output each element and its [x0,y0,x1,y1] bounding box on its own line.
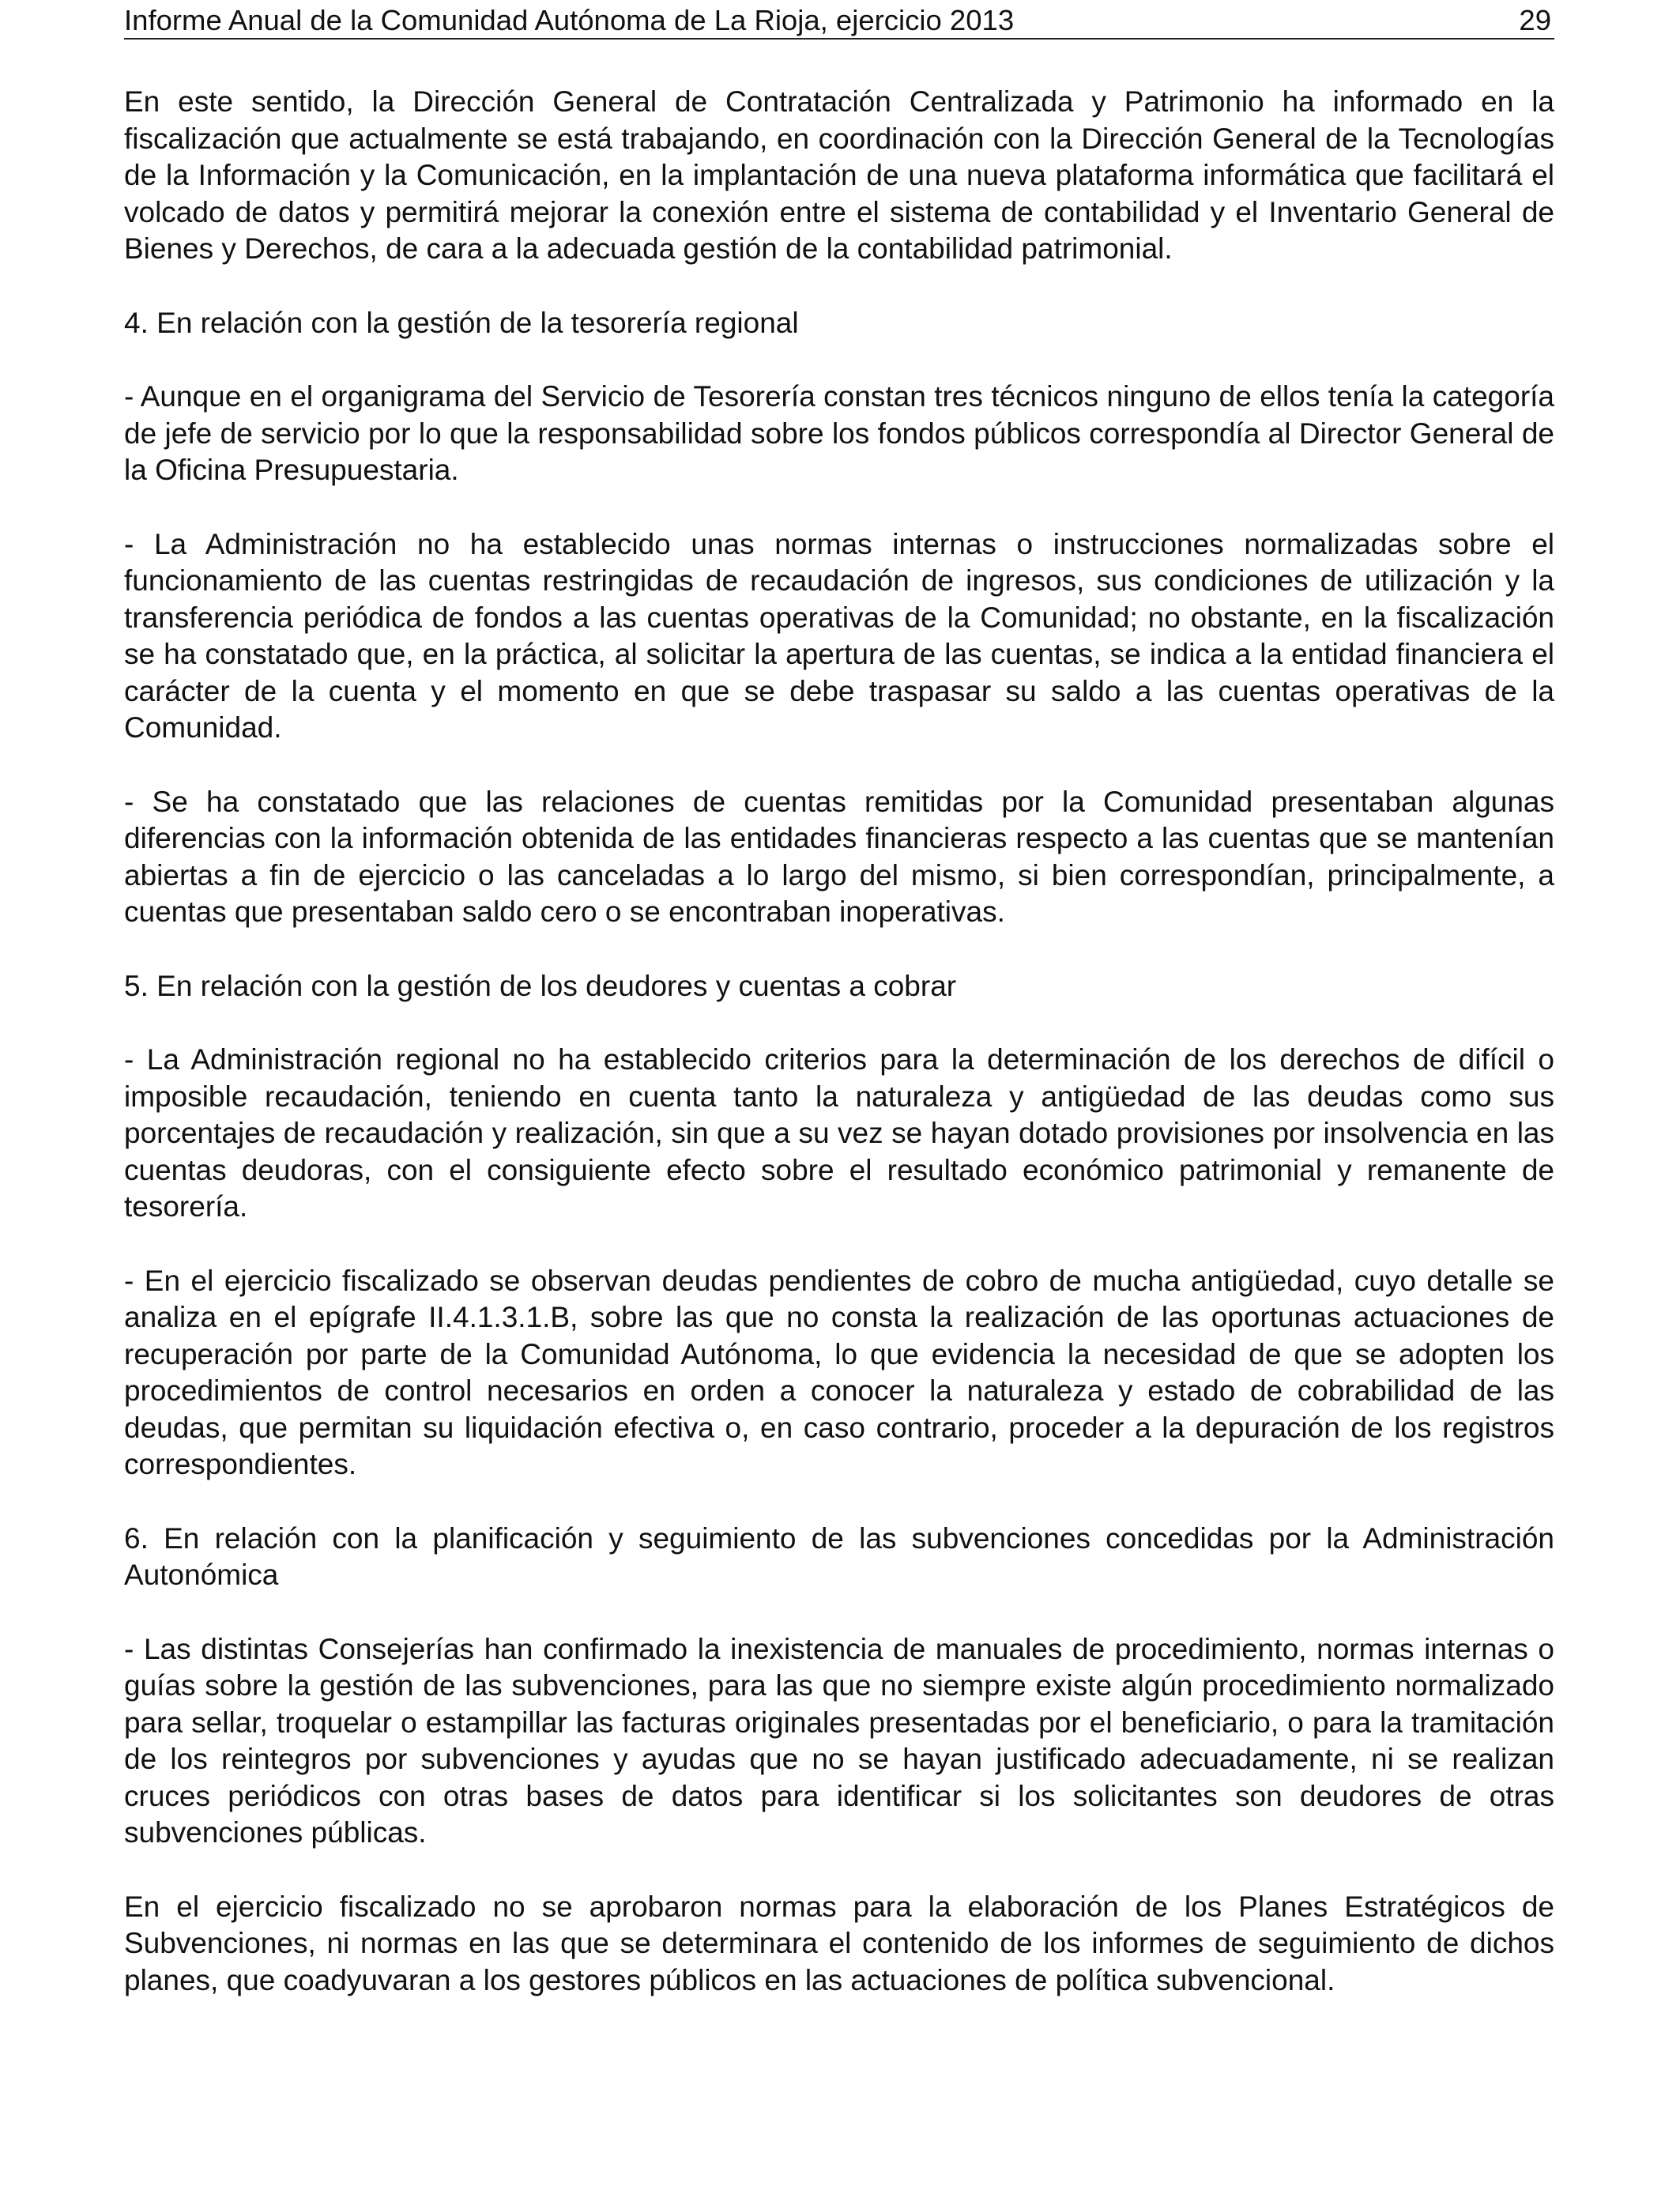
spacer [124,341,1554,379]
spacer [124,1594,1554,1631]
paragraph-4b: - La Administración no ha establecido unas normas internas o instrucciones normalizadas sobre el funcionamiento de las cuentas restringidas de recaudación de ingresos, sus condiciones de utilización y la transferencia periódica de fondos a las cuentas operativas de la Comunidad; no obstante, en la fiscalización se ha constatado que, en la práctica, al solicitar la apertura de las cuentas, se indica a la entidad financiera el carácter de la cuenta y el momento en que se debe traspasar su saldo a las cuentas operativas de la Comunidad. [124,527,1554,744]
spacer [124,1852,1554,1889]
spacer [124,268,1554,305]
spacer [124,489,1554,526]
paragraph-patrimonio: En este sentido, la Dirección General de Contratación Centralizada y Patrimonio ha informado en la fiscalización que actualmente se está trabajando, en coordinación con la Dirección General de la Tecnologías de la Información y la Comunicación, en la implantación de una nueva plataforma informática que facilitará el volcado de datos y permitirá mejorar la conexión entre el sistema de contabilidad y el Inventario General de Bienes y Derechos, de cara a la adecuada gestión de la contabilidad patrimonial. [124,85,1554,265]
page-header [124,3,1554,40]
header-title: Informe Anual de la Comunidad Autónoma de La Rioja, ejercicio 2013 [124,4,1015,36]
document-body [124,84,1554,1999]
paragraph-4c: - Se ha constatado que las relaciones de cuentas remitidas por la Comunidad presentaban algunas diferencias con la información obtenida de las entidades financieras respecto a las cuentas que se mantenían abiertas a fin de ejercicio o las canceladas a lo largo del mismo, si bien correspondían, principalmente, a cuentas que presentaban saldo cero o se encontraban inoperativas. [124,785,1554,928]
page-number: 29 [1519,4,1551,36]
spacer [124,1483,1554,1521]
section-heading-4: 4. En relación con la gestión de la tesorería regional [124,306,799,339]
paragraph-4a: - Aunque en el organigrama del Servicio de Tesorería constan tres técnicos ninguno de ellos tenía la categoría de jefe de servicio por lo que la responsabilidad sobre los fondos públicos correspondía al Director General de la Oficina Presupuestaria. [124,380,1554,486]
spacer [124,1226,1554,1263]
spacer [124,747,1554,784]
paragraph-6b: En el ejercicio fiscalizado no se aprobaron normas para la elaboración de los Planes Estratégicos de Subvenciones, ni normas en las que se determinara el contenido de los informes de seguimiento de dichos planes, que coadyuvaran a los gestores públicos en las actuaciones de política subvencional. [124,1890,1554,1996]
section-heading-5: 5. En relación con la gestión de los deudores y cuentas a cobrar [124,969,957,1002]
spacer [124,931,1554,968]
paragraph-5b: - En el ejercicio fiscalizado se observan deudas pendientes de cobro de mucha antigüedad, cuyo detalle se analiza en el epígrafe II.4.1.3.1.B, sobre las que no consta la realización de las oportunas actuaciones de recuperación por parte de la Comunidad Autónoma, lo que evidencia la necesidad de que se adopten los procedimientos de control necesarios en orden a conocer la naturaleza y estado de cobrabilidad de las deudas, que permitan su liquidación efectiva o, en caso contrario, proceder a la depuración de los registros correspondientes. [124,1264,1554,1480]
paragraph-5a: - La Administración regional no ha establecido criterios para la determinación de los derechos de difícil o imposible recaudación, teniendo en cuenta tanto la naturaleza y antigüedad de las deudas como sus porcentajes de recaudación y realización, sin que a su vez se hayan dotado provisiones por insolvencia en las cuentas deudoras, con el consiguiente efecto sobre el resultado económico patrimonial y remanente de tesorería. [124,1043,1554,1223]
section-heading-6: 6. En relación con la planificación y seguimiento de las subvenciones concedidas por la Administración Autonómica [124,1521,1554,1591]
paragraph-6a: - Las distintas Consejerías han confirmado la inexistencia de manuales de procedimiento, normas internas o guías sobre la gestión de las subvenciones, para las que no siempre existe algún procedimiento normalizado para sellar, troquelar o estampillar las facturas originales presentadas por el beneficiario, o para la tramitación de los reintegros por subvenciones y ayudas que no se hayan justificado adecuadamente, ni se realizan cruces periódicos con otras bases de datos para identificar si los solicitantes son deudores de otras subvenciones públicas. [124,1632,1554,1849]
spacer [124,1005,1554,1042]
